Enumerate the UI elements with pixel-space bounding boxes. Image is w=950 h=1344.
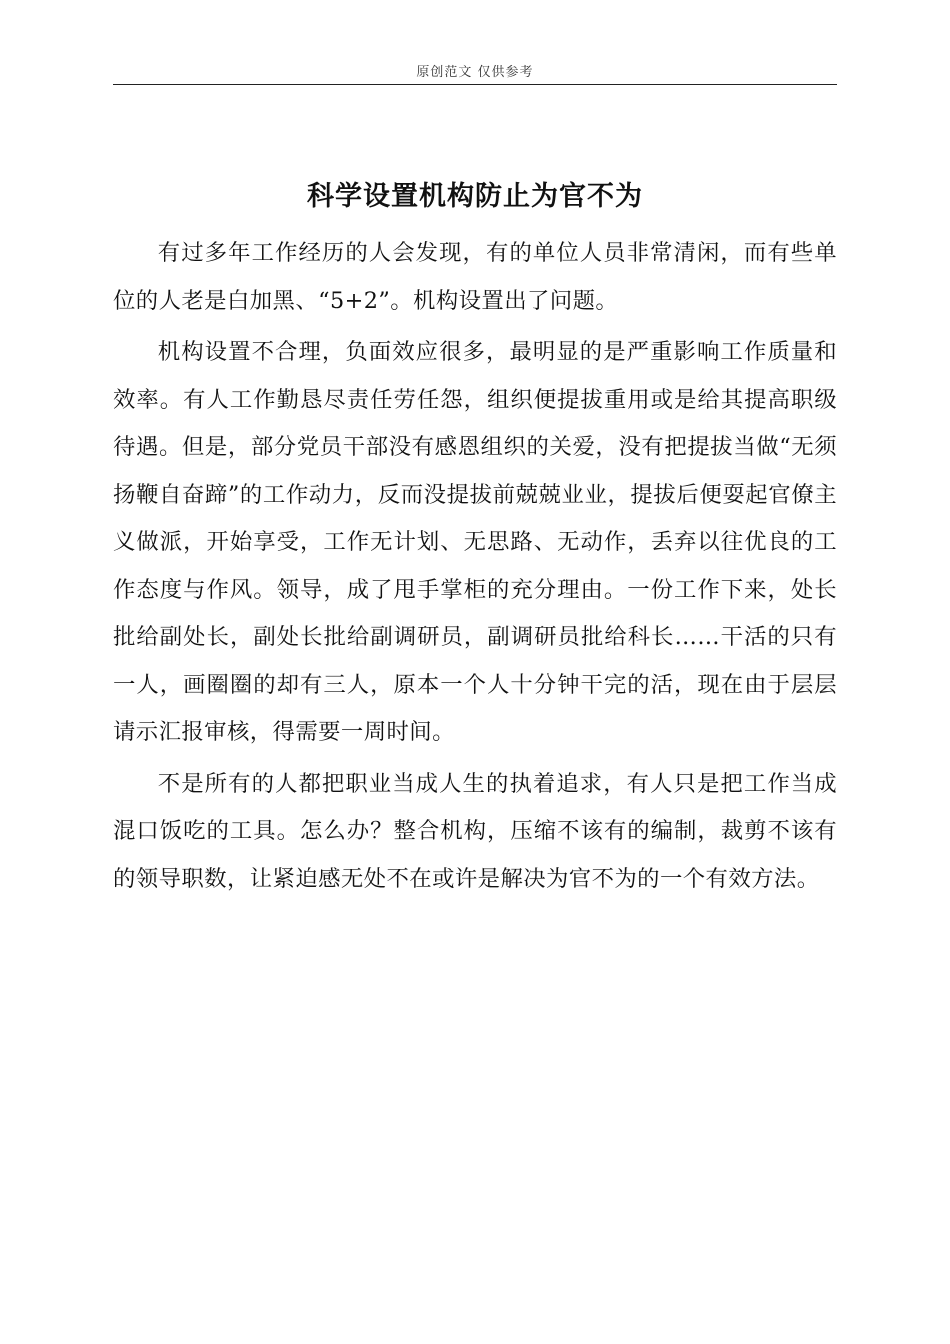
paragraph-3: 不是所有的人都把职业当成人生的执着追求，有人只是把工作当成混口饭吃的工具。怎么办？整合机构，压缩不该有的编制，裁剪不该有的领导职数，让紧迫感无处不在或许是解决为官不为的一个有效方法。 [113,770,837,892]
document-title: 科学设置机构防止为官不为 [307,181,643,212]
header-text: 原创范文 仅供参考 [416,65,534,80]
document-body [113,230,837,907]
page-header [113,62,837,85]
paragraph-1: 有过多年工作经历的人会发现，有的单位人员非常清闲，而有些单位的人老是白加黑、“5+2”。机构设置出了问题。 [113,240,837,314]
paragraph-2: 机构设置不合理，负面效应很多，最明显的是严重影响工作质量和效率。有人工作勤恳尽责任劳任怨，组织便提拔重用或是给其提高职级待遇。但是，部分党员干部没有感恩组织的关爱，没有把提拔当做“无须扬鞭自奋蹄”的工作动力，反而没提拔前兢兢业业，提拔后便耍起官僚主义做派，开始享受，工作无计划、无思路、无动作，丢弃以往优良的工作态度与作风。领导，成了甩手掌柜的充分理由。一份工作下来，处长批给副处长，副处长批给副调研员，副调研员批给科长……干活的只有一人，画圈圈的却有三人，原本一个人十分钟干完的活，现在由于层层请示汇报审核，得需要一周时间。 [113,339,837,745]
